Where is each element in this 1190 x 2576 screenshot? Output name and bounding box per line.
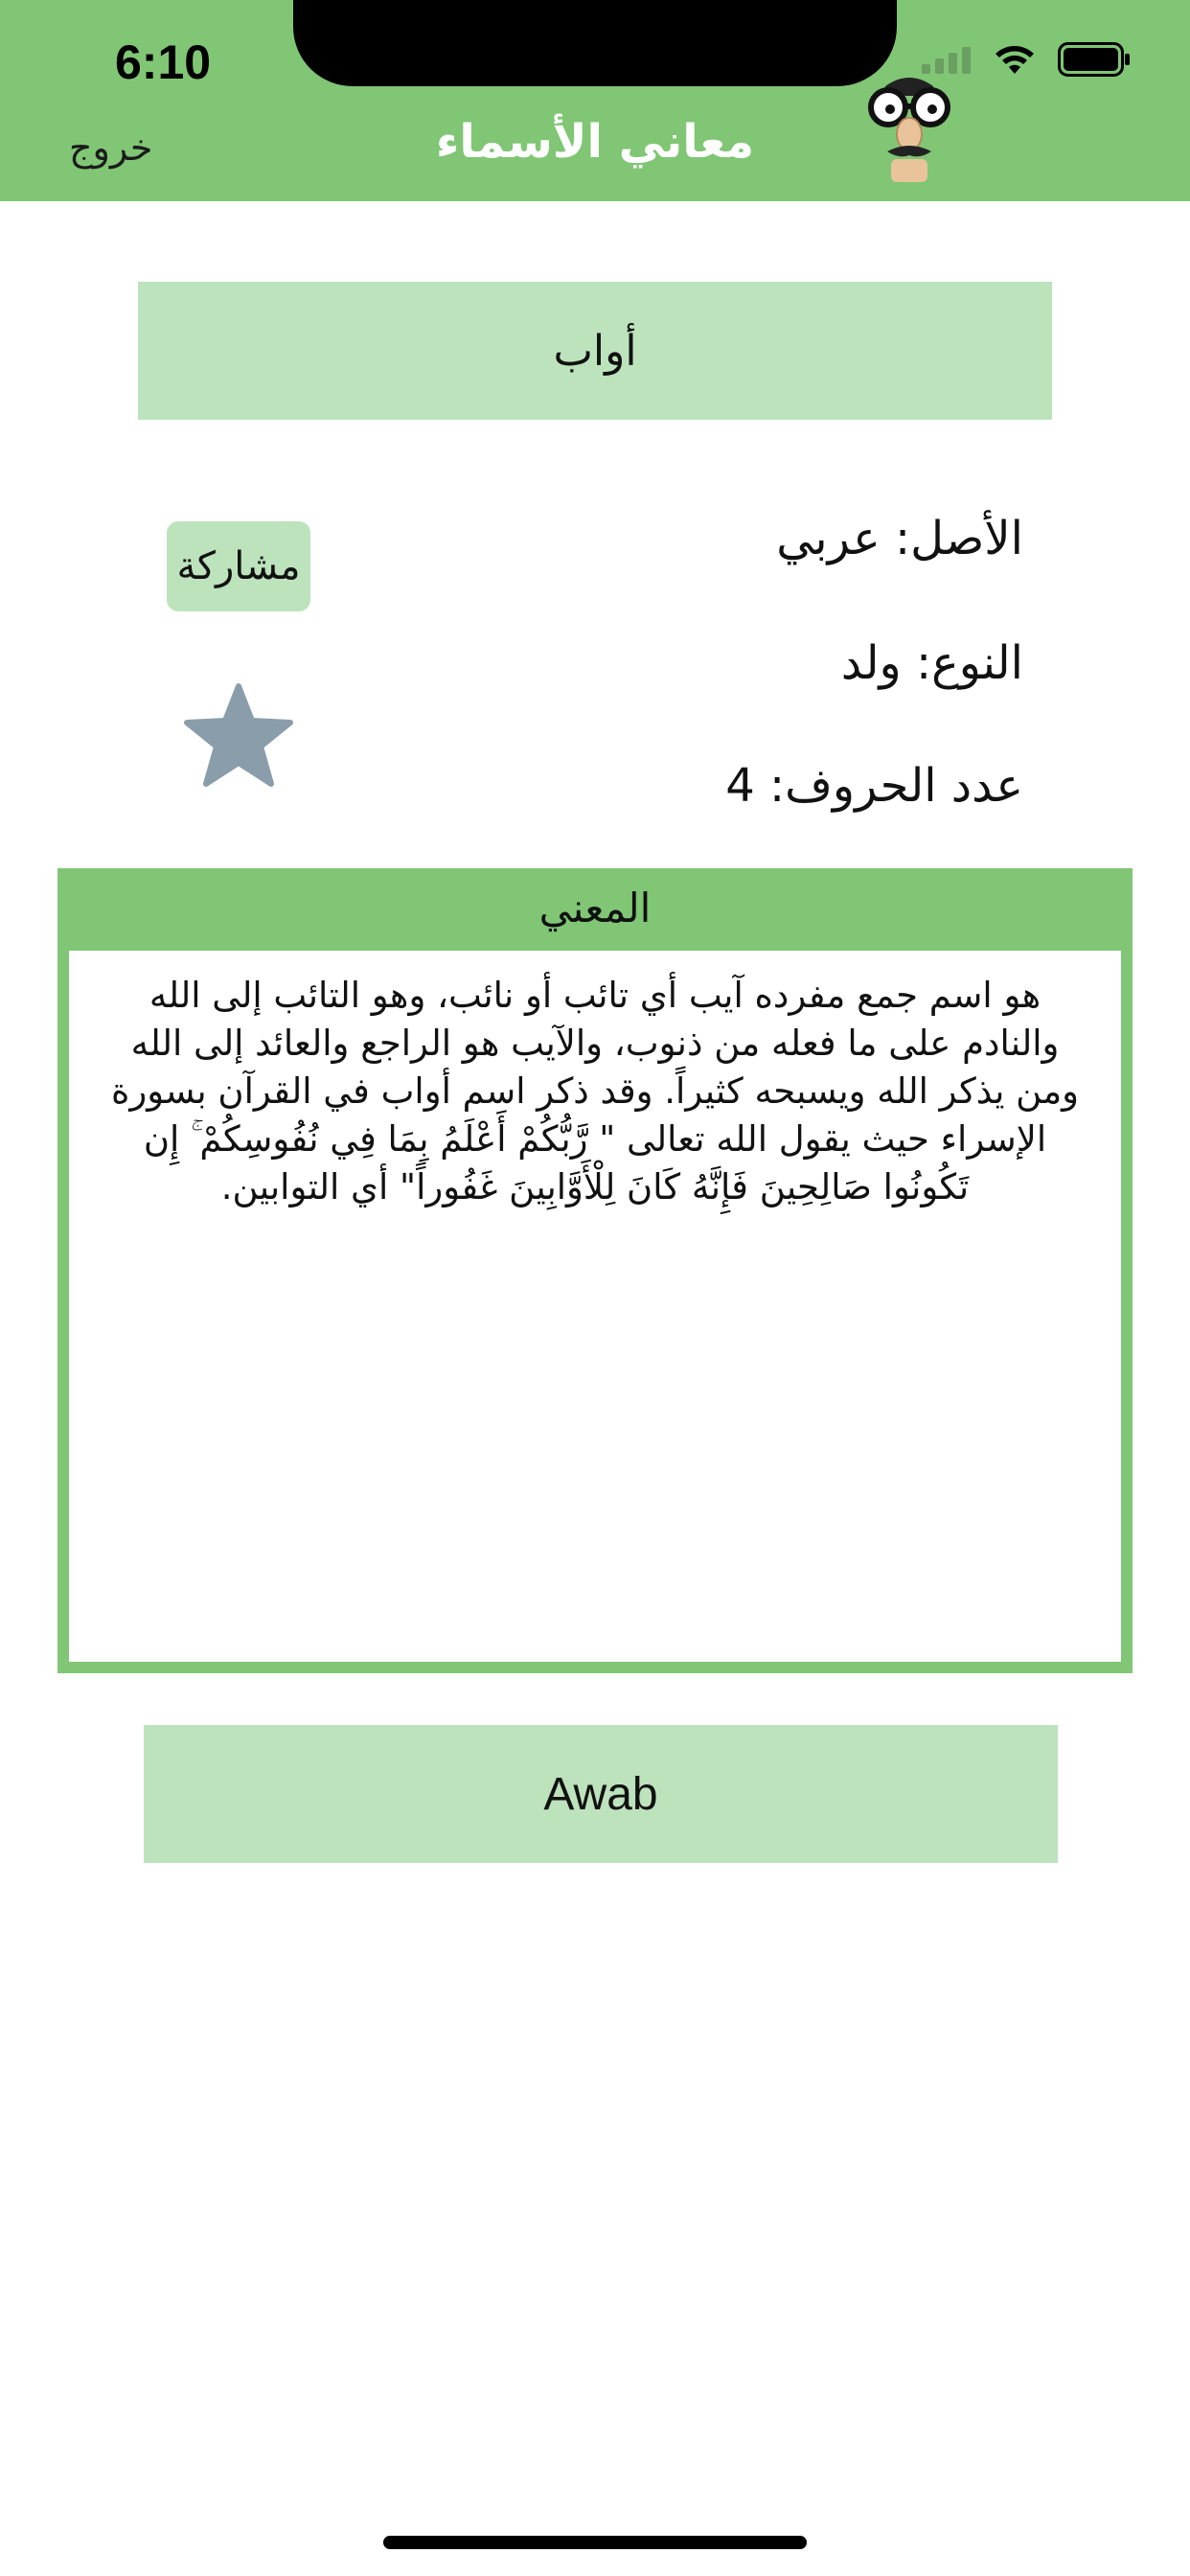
- letter-count-label: عدد الحروف: 4: [725, 759, 1023, 813]
- battery-icon: [1058, 42, 1131, 80]
- star-icon[interactable]: [182, 682, 295, 790]
- gender-label: النوع: ولد: [840, 636, 1023, 690]
- name-arabic-box: أواب: [138, 282, 1052, 420]
- logout-button[interactable]: خروج: [69, 126, 153, 169]
- name-latin-box: Awab: [144, 1725, 1058, 1863]
- top-bar: [0, 0, 1190, 201]
- meaning-panel: [57, 868, 1133, 1673]
- home-indicator[interactable]: [383, 2536, 807, 2549]
- share-button[interactable]: مشاركة: [167, 521, 310, 611]
- status-time: 6:10: [115, 35, 212, 89]
- origin-label: الأصل: عربي: [776, 512, 1023, 565]
- nav-title: معاني الأسماء: [435, 115, 755, 169]
- meaning-text: هو اسم جمع مفرده آيب أي تائب أو نائب، وهو التائب إلى الله والنادم على ما فعله من ذنوب، والآيب هو الراجع والعائد إلى الله ومن يذكر الله ويسبحه كثيراً. وقد ذكر اسم أواب في القرآن بسورة الإسراء حيث يقول الله تعالى " رَّبُّكُمْ أَعْلَمُ بِمَا فِي نُفُوسِكُمْ ۚ إِن تَكُونُوا صَالِحِينَ فَإِنَّهُ كَانَ لِلْأَوَّابِينَ غَفُوراً" أي التوابين.: [69, 951, 1121, 1662]
- device-notch: [293, 0, 897, 86]
- wifi-icon: [993, 43, 1037, 80]
- meaning-header: المعني: [538, 884, 652, 932]
